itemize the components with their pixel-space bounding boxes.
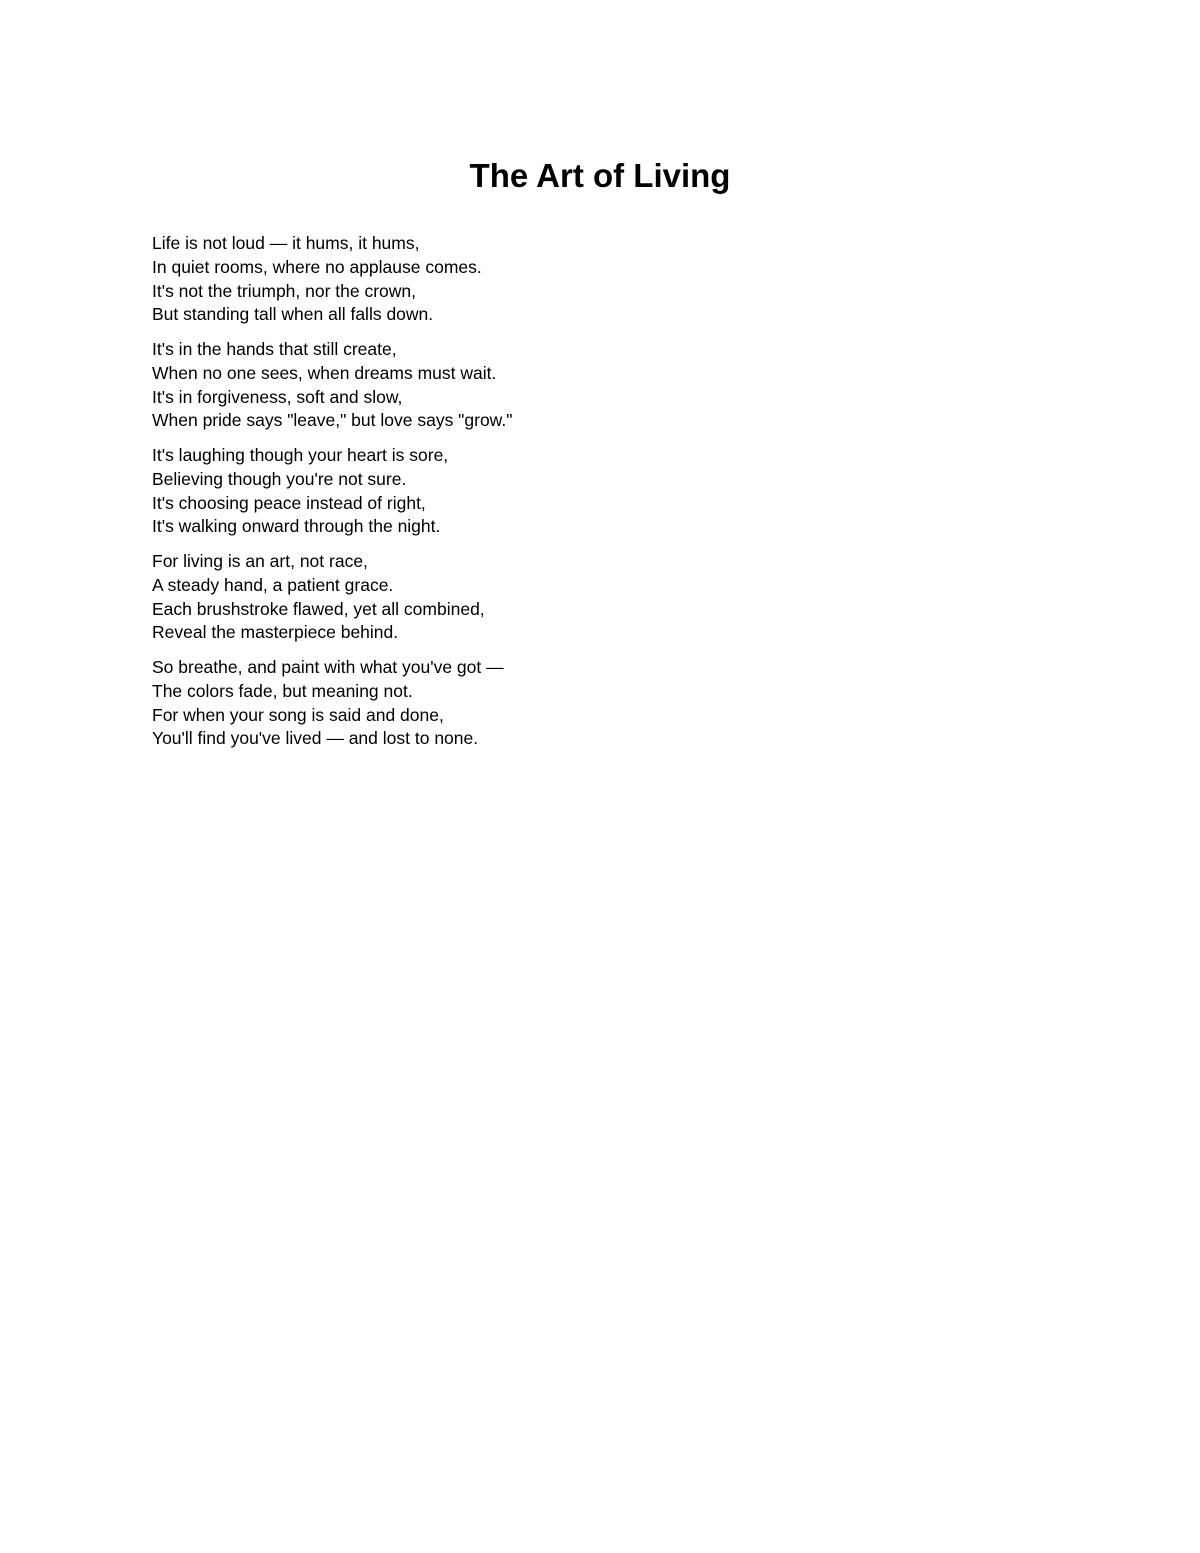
- poem-line: But standing tall when all falls down.: [152, 304, 434, 325]
- poem-title: The Art of Living: [469, 157, 731, 194]
- poem-line: It's choosing peace instead of right,: [152, 492, 426, 513]
- poem-line: When no one sees, when dreams must wait.: [152, 362, 497, 383]
- poem-line: It's in the hands that still create,: [152, 339, 397, 359]
- poem-line: You'll find you've lived — and lost to none.: [152, 728, 479, 749]
- poem-line: The colors fade, but meaning not.: [152, 680, 413, 701]
- poem-line: In quiet rooms, where no applause comes.: [152, 256, 482, 277]
- poem-line: It's not the triumph, nor the crown,: [152, 280, 417, 301]
- poem-line: It's walking onward through the night.: [152, 516, 441, 537]
- poem-line: It's in forgiveness, soft and slow,: [152, 386, 403, 407]
- poem-line: So breathe, and paint with what you've got —: [152, 657, 504, 677]
- stanza-5: [152, 656, 1052, 751]
- stanza-3: [152, 444, 1052, 539]
- poem-body: [152, 232, 1052, 762]
- poem-line: Each brushstroke flawed, yet all combined,: [152, 598, 485, 619]
- poem-line: When pride says "leave," but love says "grow.": [152, 410, 513, 431]
- stanza-2: [152, 338, 1052, 433]
- poem-line: For when your song is said and done,: [152, 704, 444, 725]
- poem-line: For living is an art, not race,: [152, 551, 368, 571]
- stanza-4: [152, 550, 1052, 645]
- poem-line: Life is not loud — it hums, it hums,: [152, 233, 420, 253]
- stanza-1: [152, 232, 1052, 327]
- poem-line: Believing though you're not sure.: [152, 468, 407, 489]
- poem-line: Reveal the masterpiece behind.: [152, 622, 399, 643]
- poem-line: It's laughing though your heart is sore,: [152, 445, 449, 465]
- poem-line: A steady hand, a patient grace.: [152, 574, 394, 595]
